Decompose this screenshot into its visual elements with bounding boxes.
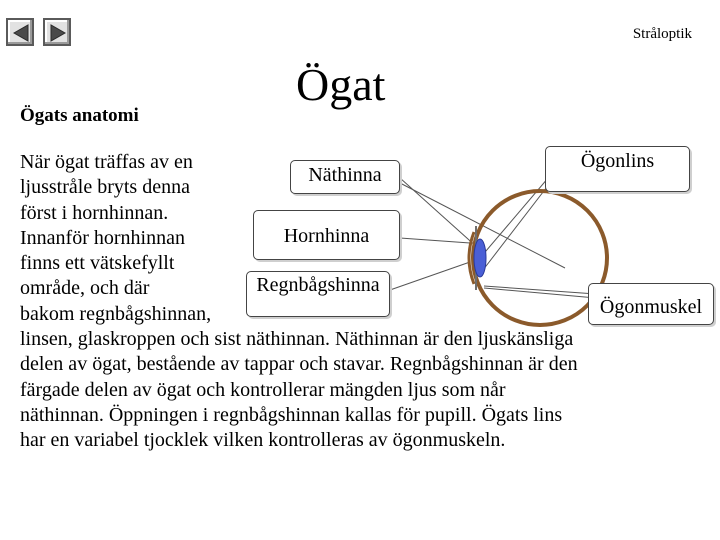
- body-line: först i hornhinnan.: [20, 201, 169, 224]
- label-nathinna: Näthinna: [290, 160, 400, 194]
- slide-title: Ögat: [296, 59, 386, 110]
- body-line: ljusstråle bryts denna: [20, 176, 190, 199]
- body-line: område, och där: [20, 277, 150, 300]
- body-line: färgade delen av ögat och kontrollerar mängden ljus som når: [20, 378, 506, 401]
- body-line: delen av ögat, bestående av tappar och stavar. Regnbågshinnan är den: [20, 353, 578, 376]
- label-hornhinna: Hornhinna: [253, 210, 400, 260]
- body-line: näthinnan. Öppningen i regnbågshinnan kallas för pupill. Ögats lins: [20, 403, 563, 426]
- body-line: finns ett vätskefyllt: [20, 252, 175, 275]
- body-text: [20, 150, 710, 454]
- label-regnbagshinna: Regnbågshinna: [246, 271, 390, 317]
- section-heading: Ögats anatomi: [20, 105, 139, 126]
- label-ogonmuskel: Ögonmuskel: [588, 283, 714, 325]
- label-ogonlins: Ögonlins: [545, 146, 690, 192]
- body-line: Innanför hornhinnan: [20, 226, 185, 249]
- course-name: Stråloptik: [632, 26, 692, 42]
- body-line: bakom regnbågshinnan,: [20, 302, 212, 325]
- body-line: När ögat träffas av en: [20, 151, 193, 173]
- body-line: linsen, glaskroppen och sist näthinnan. Näthinnan är den ljuskänsliga: [20, 328, 574, 351]
- body-line: har en variabel tjocklek vilken kontrolleras av ögonmuskeln.: [20, 429, 506, 452]
